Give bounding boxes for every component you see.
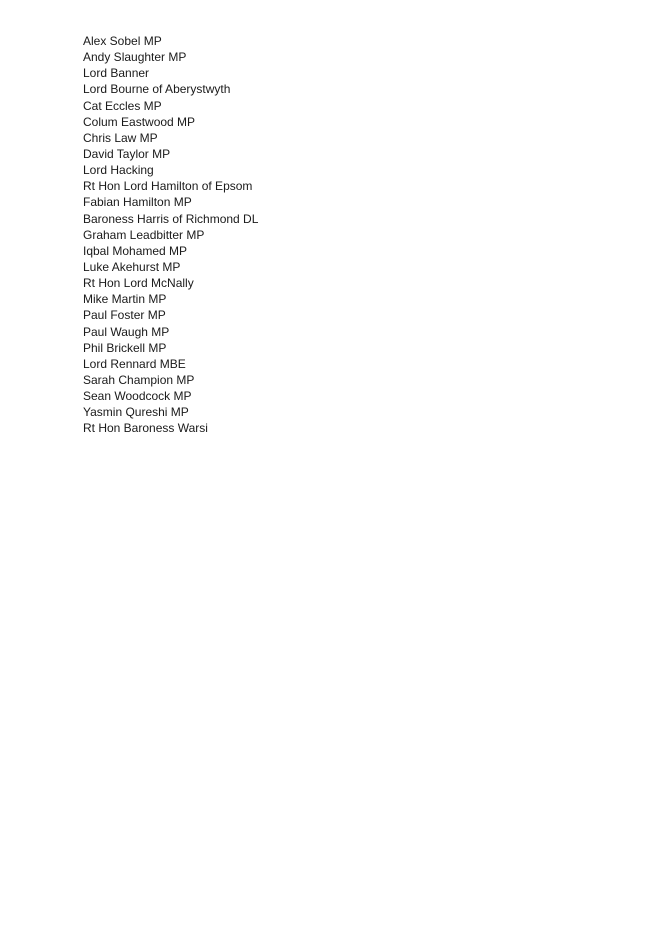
list-item: Sean Woodcock MP xyxy=(83,389,192,404)
list-item: Lord Banner xyxy=(83,66,150,81)
list-item: Paul Waugh MP xyxy=(83,324,170,339)
list-item: Rt Hon Lord Hamilton of Epsom xyxy=(83,179,253,194)
list-item: Iqbal Mohamed MP xyxy=(83,243,188,258)
list-item: Lord Hacking xyxy=(83,163,154,178)
list-item: Paul Foster MP xyxy=(83,308,166,323)
list-item: Chris Law MP xyxy=(83,130,158,145)
list-item: Luke Akehurst MP xyxy=(83,259,181,274)
signatory-list xyxy=(83,33,258,437)
list-item: Andy Slaughter MP xyxy=(83,50,187,65)
list-item: Sarah Champion MP xyxy=(83,372,195,387)
list-item: Mike Martin MP xyxy=(83,292,167,307)
list-item: Phil Brickell MP xyxy=(83,340,167,355)
list-item: Graham Leadbitter MP xyxy=(83,227,205,242)
list-item: Rt Hon Lord McNally xyxy=(83,276,194,291)
list-item: Lord Bourne of Aberystwyth xyxy=(83,82,231,97)
list-item: Fabian Hamilton MP xyxy=(83,195,192,210)
list-item: David Taylor MP xyxy=(83,146,171,161)
list-item: Rt Hon Baroness Warsi xyxy=(83,421,208,436)
list-item: Baroness Harris of Richmond DL xyxy=(83,211,259,226)
list-item: Lord Rennard MBE xyxy=(83,356,186,371)
list-item: Colum Eastwood MP xyxy=(83,114,196,129)
list-item: Alex Sobel MP xyxy=(83,34,162,48)
list-item: Yasmin Qureshi MP xyxy=(83,405,189,420)
list-item: Cat Eccles MP xyxy=(83,98,162,113)
